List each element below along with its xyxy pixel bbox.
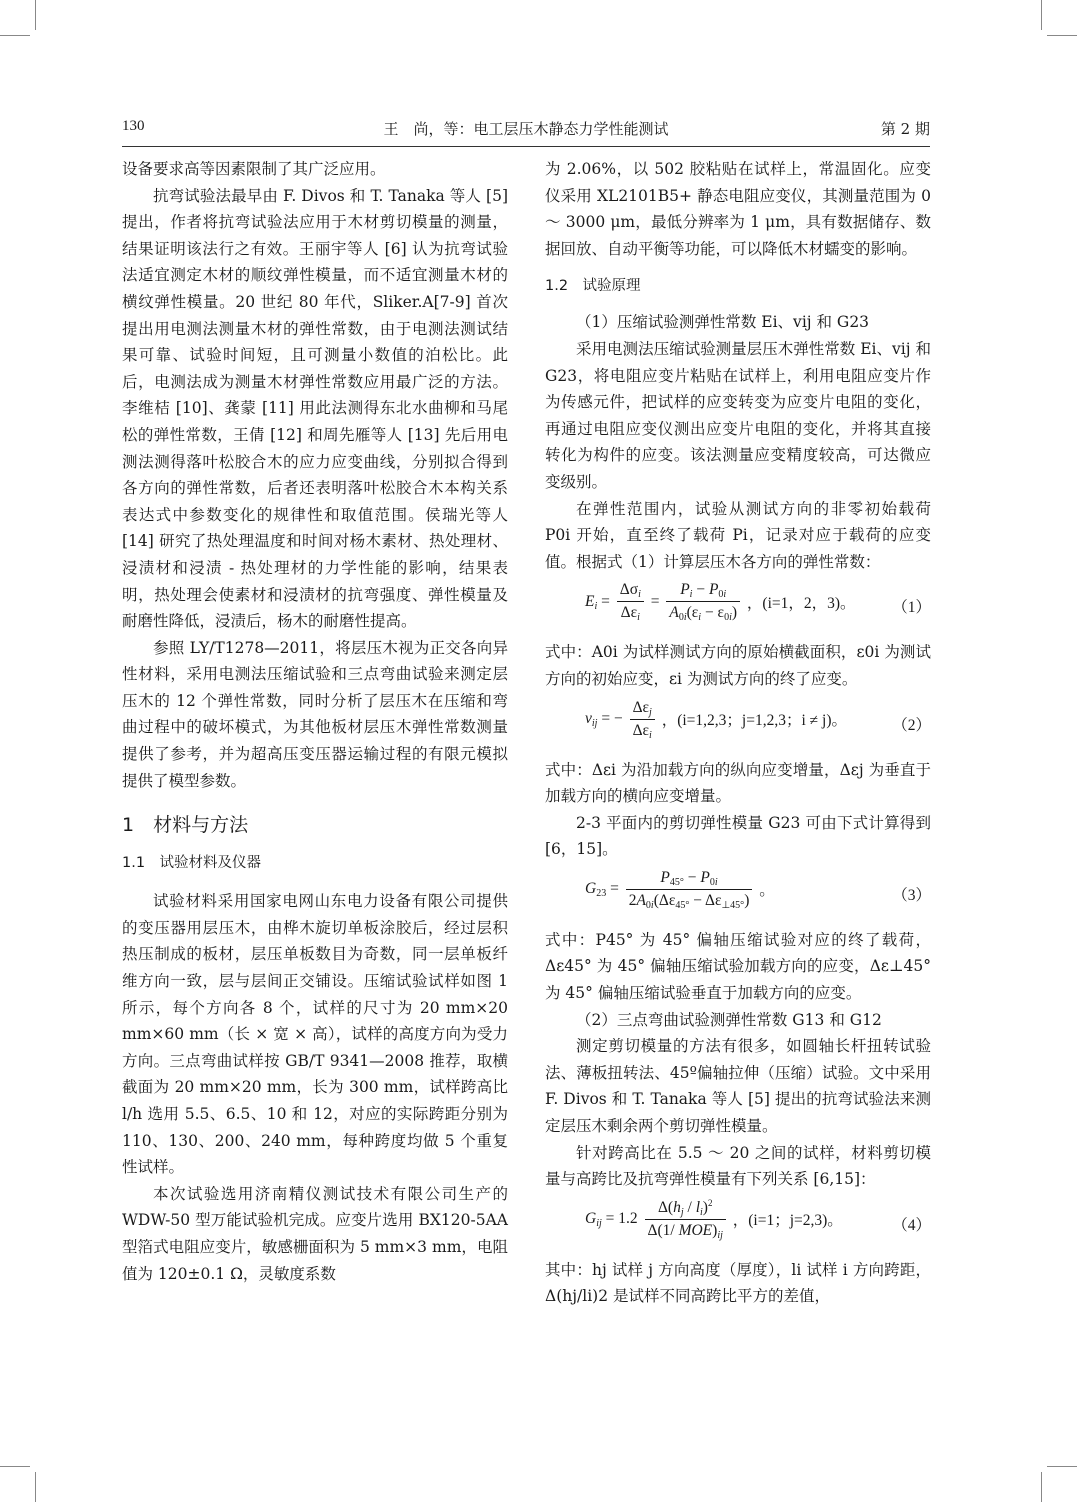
paragraph: 在弹性范围内，试验从测试方向的非零初始载荷 P0i 开始，直至终了载荷 Pi，记录对应于载荷的应变值。根据式（1）计算层压木各方向的弹性常数：: [545, 499, 931, 571]
subsection-heading: 1.2 试验原理: [545, 278, 641, 295]
page-number: 130: [122, 118, 145, 134]
paragraph: 式中：P45° 为 45° 偏轴压缩试验对应的终了载荷，Δε45° 为 45° 偏轴压缩试验加载方向的应变，Δε⊥45° 为 45° 偏轴压缩试验垂直于加载方向的应变。: [545, 930, 931, 1003]
equation-condition: ，(i=1；j=2,3)。: [732, 1212, 843, 1230]
equation-number: （2）: [892, 716, 931, 734]
left-column: [122, 156, 508, 1287]
crop-mark: [0, 35, 30, 36]
paragraph: 测定剪切模量的方法有很多，如圆轴长杆扭转试验法、薄板扭转法、45º偏轴拉伸（压缩）试验。文中采用 F. Divos 和 T. Tanaka 等人 [5] 提出的抗弯试验法来测定层压木剩余两个剪切弹性模量。: [545, 1037, 931, 1136]
paragraph: 其中：hj 试样 j 方向高度（厚度），li 试样 i 方向跨距，Δ(hj/li)2 是试样不同高跨比平方的差值，: [545, 1260, 931, 1306]
paragraph: 针对跨高比在 5.5 ～ 20 之间的试样，材料剪切模量与高跨比及抗弯弹性模量有下列关系 [6,15]：: [545, 1143, 931, 1189]
paragraph: 试验材料采用国家电网山东电力设备有限公司提供的变压器用层压木，由桦木旋切单板涂胶后，经过层积热压制成的板材，层压单板数目为奇数，同一层单板纤维方向一致，层与层间正交铺设。压缩试验试样如图 1 所示，每个方向各 8 个，试样的尺寸为 20 mm×20 mm×60 mm（长 × 宽 × 高），试样的高度方向为受力方向。三点弯曲试样按 GB/T 9341—2008 推荐，取横截面为 20 mm×20 mm，长为 300 mm，试样跨高比 l/h 选用 5.5、6.5、10 和 12，对应的实际跨距分别为 110、130、200、240 mm，每种跨度均做 5 个重复性试样。: [122, 892, 508, 1177]
crop-mark: [35, 1472, 36, 1502]
paragraph: 抗弯试验法最早由 F. Divos 和 T. Tanaka 等人 [5] 提出，作者将抗弯试验法应用于木材剪切模量的测量，结果证明该法行之有效。王丽宇等人 [6] 认为抗弯试验法适宜测定木材的顺纹弹性模量，而不适宜测量木材的横纹弹性模量。20 世纪 80 年代，Sliker.A[7-9] 首次提出用电测法测量木材的弹性常数，由于电测法测试结果可靠、试验时间短，且可测量小数值的泊松比。此后，电测法成为测量木材弹性常数应用最广泛的方法。李维桔 [10]、龚蒙 [11] 用此法测得东北水曲柳和马尾松的弹性常数，王倩 [12] 和周先雁等人 [13] 先后用电测法测得落叶松胶合木的应力应变曲线，分别拟合得到各方向的弹性常数，后者还表明落叶松胶合木本构关系表达式中参数变化的规律性和取值范围。侯瑞光等人 [14] 研究了热处理温度和时间对杨木素材、热处理材、浸渍材和浸渍 - 热处理材的力学性能的影响，结果表明，热处理会使素材和浸渍材的抗弯强度、弹性模量及耐磨性降低，浸渍后，杨木的耐磨性提高。: [122, 186, 508, 631]
equation-condition: ，(i=1，2，3)。: [746, 594, 856, 612]
equation-number: （1）: [892, 599, 931, 617]
paragraph: 2-3 平面内的剪切弹性模量 G23 可由下式计算得到 [6，15]。: [545, 813, 931, 859]
header-rule: [122, 146, 930, 147]
equation-number: （4）: [892, 1216, 931, 1234]
paragraph: 为 2.06%，以 502 胶粘贴在试样上，常温固化。应变仪采用 XL2101B5+ 静态电阻应变仪，其测量范围为 0 ～ 3000 μm，最低分辨率为 1 μm，具有数据储存、数据回放、自动平衡等功能，可以降低木材蠕变的影响。: [545, 160, 931, 258]
equation-number: （3）: [892, 886, 931, 904]
crop-mark: [0, 1466, 30, 1467]
paragraph: 式中：A0i 为试样测试方向的原始横截面积，ε0i 为测试方向的初始应变，εi 为测试方向的终了应变。: [545, 643, 931, 688]
paragraph: 参照 LY/T1278—2011，将层压木视为正交各向异性材料，采用电测法压缩试验和三点弯曲试验来测定层压木的 12 个弹性常数，同时分析了层压木在压缩和弯曲过程中的破坏模式，为其他板材层压木弹性常数测量提供了参考，并为超高压变压器运输过程的有限元模拟提供了模型参数。: [122, 638, 508, 790]
paragraph: 本次试验选用济南精仪测试技术有限公司生产的 WDW-50 型万能试验机完成。应变片选用 BX120-5AA 型箔式电阻应变片，敏感栅面积为 5 mm×3 mm，电阻值为 120±0.1 Ω，灵敏度系数: [122, 1184, 508, 1283]
crop-mark: [1047, 35, 1077, 36]
section-heading: 1 材料与方法: [122, 814, 249, 837]
paragraph: 采用电测法压缩试验测量层压木弹性常数 Ei、vij 和 G23，将电阻应变片粘贴在试样上，利用电阻应变片作为传感元件，把试样的应变转变为应变片电阻的变化，再通过电阻应变仪测出应变片电阻的变化，并将其直接转化为构件的应变。该法测量应变精度较高，可达微应变级别。: [545, 339, 931, 491]
right-column: [545, 156, 931, 1310]
subheading: （1）压缩试验测弹性常数 Ei、vij 和 G23: [576, 313, 870, 332]
crop-mark: [1041, 0, 1042, 30]
equation-condition: ，(i=1,2,3；j=1,2,3；i ≠ j)。: [661, 712, 847, 729]
crop-mark: [1047, 1466, 1077, 1467]
equation-2: $v_{ij}$ = − $\frac{\Delta\varepsilon_j}{\Delta\varepsilon_i}$ ，(i=1,2,3；j=1,2,3；i ≠ j)。 （2）: [585, 698, 931, 741]
subsection-heading: 1.1 试验材料及仪器: [122, 855, 262, 872]
running-title: 王 尚，等：电工层压木静态力学性能测试: [383, 120, 669, 138]
page-header: [122, 118, 930, 142]
issue-label: 第 2 期: [880, 120, 930, 138]
equation-1: $E_i$ = $\frac{\Delta\sigma_i}{\Delta\varepsilon_i}$ = $\frac{P_i - P_{0i}}{A_{0i}(\varepsilon_i - \varepsilon_{0i})}$ ，(i=1，2，3)。 （1）: [585, 581, 931, 624]
crop-mark: [1041, 1472, 1042, 1502]
equation-4: $G_{ij} = 1.2$ $\frac{\Delta(h_j / l_i)^2}{\Delta(1/ MOE)_{ij}}$ ，(i=1；j=2,3)。 （4）: [585, 1197, 931, 1241]
subheading: （2）三点弯曲试验测弹性常数 G13 和 G12: [576, 1010, 882, 1029]
crop-mark: [35, 0, 36, 30]
equation-3: $G_{23}$ = $\frac{P_{45^\circ} - P_{0i}}{2A_{0i}(\Delta\varepsilon_{45^\circ} - \Delta\varepsilon_{\perp 45^\circ})}$ 。 （3）: [585, 868, 931, 911]
paragraph: 式中：Δεi 为沿加载方向的纵向应变增量，Δεj 为垂直于加载方向的横向应变增量。: [545, 760, 931, 806]
paragraph: 设备要求高等因素限制了其广泛应用。: [122, 160, 386, 178]
